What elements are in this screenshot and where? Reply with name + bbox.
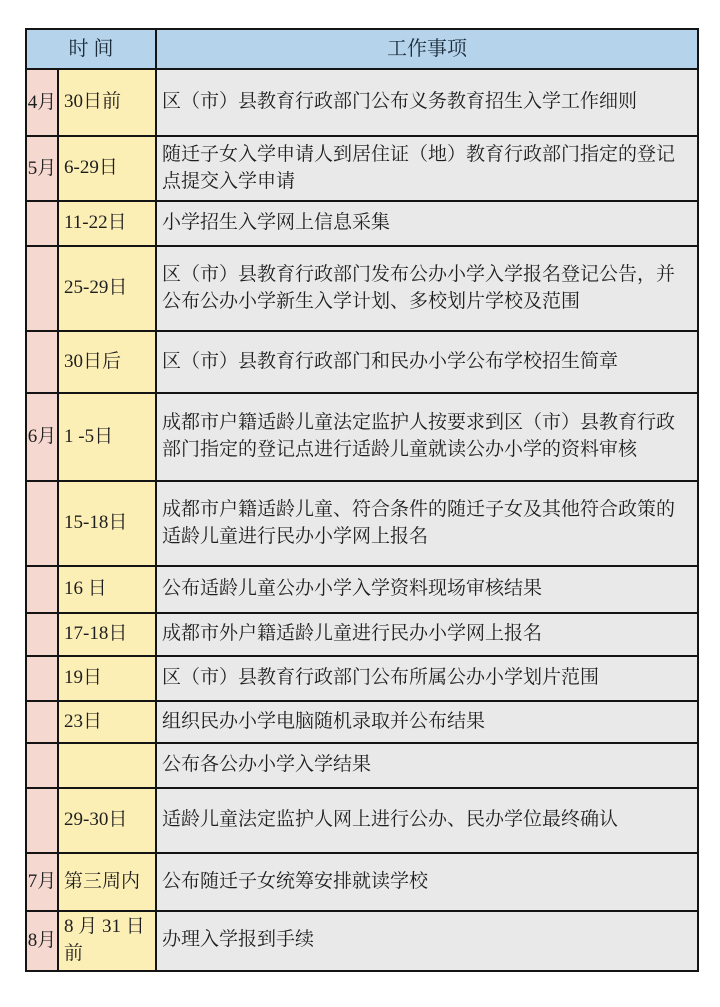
header-work-items: 工作事项 bbox=[156, 29, 698, 69]
table-row bbox=[26, 393, 698, 481]
work-cell: 成都市户籍适龄儿童法定监护人按要求到区（市）县教育行政部门指定的登记点进行适龄儿童就读公办小学的资料审核 bbox=[156, 393, 698, 481]
work-cell: 成都市外户籍适龄儿童进行民办小学网上报名 bbox=[156, 613, 698, 656]
table-row bbox=[26, 566, 698, 613]
date-cell: 8 月 31 日前 bbox=[58, 911, 156, 971]
work-cell: 小学招生入学网上信息采集 bbox=[156, 201, 698, 246]
table-row bbox=[26, 201, 698, 246]
table-row bbox=[26, 481, 698, 566]
work-cell: 区（市）县教育行政部门公布所属公办小学划片范围 bbox=[156, 656, 698, 701]
table-row bbox=[26, 246, 698, 331]
work-cell: 公布各公办小学入学结果 bbox=[156, 743, 698, 788]
work-cell: 办理入学报到手续 bbox=[156, 911, 698, 971]
date-cell: 30日前 bbox=[58, 69, 156, 136]
month-cell bbox=[26, 246, 58, 331]
date-cell: 29-30日 bbox=[58, 788, 156, 853]
date-cell: 30日后 bbox=[58, 331, 156, 393]
month-cell bbox=[26, 788, 58, 853]
table-row bbox=[26, 331, 698, 393]
date-cell bbox=[58, 743, 156, 788]
date-cell: 25-29日 bbox=[58, 246, 156, 331]
table-row bbox=[26, 69, 698, 136]
date-cell: 23日 bbox=[58, 701, 156, 743]
month-cell bbox=[26, 701, 58, 743]
table-row bbox=[26, 743, 698, 788]
date-cell: 15-18日 bbox=[58, 481, 156, 566]
table-row bbox=[26, 701, 698, 743]
month-cell: 7月 bbox=[26, 853, 58, 911]
date-cell: 6-29日 bbox=[58, 136, 156, 201]
month-cell bbox=[26, 201, 58, 246]
table-row bbox=[26, 656, 698, 701]
work-cell: 适龄儿童法定监护人网上进行公办、民办学位最终确认 bbox=[156, 788, 698, 853]
work-cell: 组织民办小学电脑随机录取并公布结果 bbox=[156, 701, 698, 743]
work-cell: 随迁子女入学申请人到居住证（地）教育行政部门指定的登记点提交入学申请 bbox=[156, 136, 698, 201]
month-cell bbox=[26, 566, 58, 613]
work-cell: 区（市）县教育行政部门发布公办小学入学报名登记公告，并公布公办小学新生入学计划、多校划片学校及范围 bbox=[156, 246, 698, 331]
table-row bbox=[26, 911, 698, 971]
work-cell: 区（市）县教育行政部门公布义务教育招生入学工作细则 bbox=[156, 69, 698, 136]
month-cell bbox=[26, 613, 58, 656]
month-cell: 5月 bbox=[26, 136, 58, 201]
date-cell: 第三周内 bbox=[58, 853, 156, 911]
date-cell: 1 -5日 bbox=[58, 393, 156, 481]
work-cell: 成都市户籍适龄儿童、符合条件的随迁子女及其他符合政策的适龄儿童进行民办小学网上报名 bbox=[156, 481, 698, 566]
date-cell: 17-18日 bbox=[58, 613, 156, 656]
month-cell: 6月 bbox=[26, 393, 58, 481]
month-cell: 4月 bbox=[26, 69, 58, 136]
work-cell: 公布适龄儿童公办小学入学资料现场审核结果 bbox=[156, 566, 698, 613]
date-cell: 19日 bbox=[58, 656, 156, 701]
table-row bbox=[26, 613, 698, 656]
month-cell bbox=[26, 656, 58, 701]
work-cell: 区（市）县教育行政部门和民办小学公布学校招生简章 bbox=[156, 331, 698, 393]
header-time: 时 间 bbox=[26, 29, 156, 69]
month-cell bbox=[26, 481, 58, 566]
table-row bbox=[26, 788, 698, 853]
header-row bbox=[26, 29, 698, 69]
table-row bbox=[26, 853, 698, 911]
work-cell: 公布随迁子女统筹安排就读学校 bbox=[156, 853, 698, 911]
date-cell: 16 日 bbox=[58, 566, 156, 613]
month-cell bbox=[26, 331, 58, 393]
enrollment-schedule-table bbox=[25, 28, 699, 972]
month-cell bbox=[26, 743, 58, 788]
month-cell: 8月 bbox=[26, 911, 58, 971]
table-row bbox=[26, 136, 698, 201]
date-cell: 11-22日 bbox=[58, 201, 156, 246]
